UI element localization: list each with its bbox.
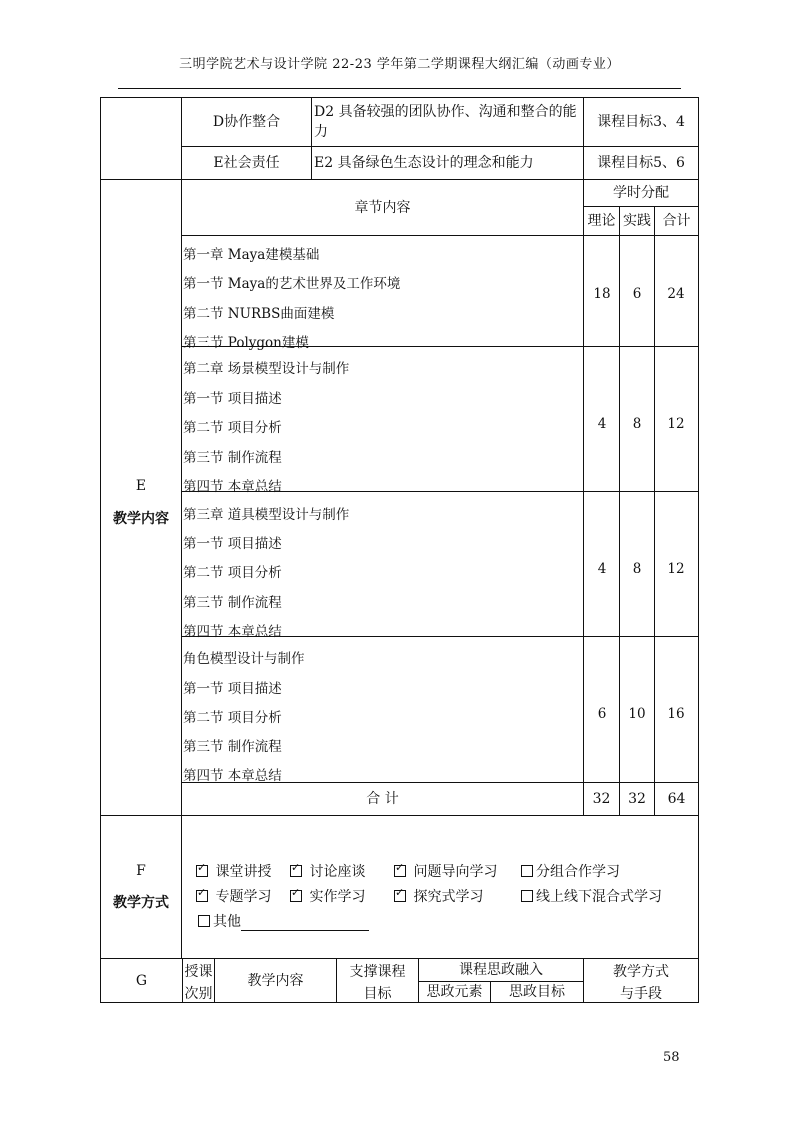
chapter-line: 第四节 本章总结	[183, 768, 282, 784]
method-option[interactable]: ✓ 探究式学习	[394, 886, 483, 906]
checkbox-empty-icon[interactable]	[521, 890, 533, 902]
section-letter: G	[135, 972, 148, 989]
hours-practice: 10	[628, 706, 646, 722]
checkbox-checked-icon[interactable]	[196, 890, 208, 902]
border	[100, 815, 699, 816]
column-header-hours: 学时分配	[613, 185, 669, 201]
chapter-line: 第二章 场景模型设计与制作	[183, 361, 350, 377]
column-header-goal: 支撑课程	[349, 964, 406, 980]
column-header-total: 合计	[662, 213, 691, 229]
chapter-line: 角色模型设计与制作	[183, 651, 305, 667]
hours-theory: 4	[597, 416, 607, 432]
method-option[interactable]: ✓ 课堂讲授	[196, 861, 271, 881]
goal-name: E社会责任	[213, 155, 280, 171]
section-title: 教学内容	[113, 511, 169, 527]
chapter-line: 第一节 项目描述	[183, 681, 282, 697]
chapter-line: 第三节 制作流程	[183, 739, 282, 755]
goal-desc: D2 具备较强的团队协作、沟通和整合的能力	[314, 104, 577, 140]
chapter-line: 第一节 项目描述	[183, 536, 282, 552]
hours-practice: 6	[632, 286, 642, 302]
checkbox-checked-icon[interactable]	[196, 865, 208, 877]
column-header-chapter: 章节内容	[354, 199, 411, 216]
chapter-line: 第二节 项目分析	[183, 420, 282, 436]
page-header: 三明学院艺术与设计学院 22-23 学年第二学期课程大纲汇编（动画专业）	[179, 57, 620, 72]
method-option[interactable]: ✓ 讨论座谈	[290, 861, 365, 881]
hours-practice: 8	[632, 561, 642, 577]
column-header-session-2: 次别	[184, 986, 213, 1002]
border	[181, 235, 699, 236]
total-theory: 32	[592, 791, 611, 807]
section-letter: F	[136, 863, 146, 879]
header-rule	[118, 88, 681, 89]
column-header-method-2: 与手段	[620, 986, 662, 1002]
column-header-goal-2: 目标	[363, 986, 392, 1002]
hours-total: 12	[667, 416, 685, 432]
method-option[interactable]: ✓ 专题学习	[196, 886, 271, 906]
chapter-line: 第二节 项目分析	[183, 710, 282, 726]
chapter-line: 第二节 NURBS曲面建模	[183, 306, 335, 322]
chapter-line: 第三节 Polygon建模	[183, 335, 309, 351]
hours-total: 12	[667, 561, 685, 577]
checkbox-checked-icon[interactable]	[394, 865, 406, 877]
chapter-line: 第四节 本章总结	[183, 624, 282, 640]
chapter-line: 第一章 Maya建模基础	[183, 247, 320, 263]
chapter-line: 第一节 Maya的艺术世界及工作环境	[183, 276, 401, 292]
checkbox-checked-icon[interactable]	[290, 865, 302, 877]
method-option[interactable]: 线上线下混合式学习	[521, 886, 662, 906]
total-total: 64	[667, 791, 686, 807]
method-option[interactable]: ✓ 问题导向学习	[394, 861, 497, 881]
other-input-line[interactable]	[241, 916, 369, 931]
page-number: 58	[663, 1050, 680, 1065]
checkbox-empty-icon[interactable]	[521, 865, 533, 877]
column-header-ideology: 课程思政融入	[459, 962, 543, 978]
chapter-line: 第四节 本章总结	[183, 479, 282, 495]
column-header-content: 教学内容	[247, 972, 304, 989]
total-practice: 32	[628, 791, 646, 807]
checkbox-checked-icon[interactable]	[290, 890, 302, 902]
checkbox-checked-icon[interactable]	[394, 890, 406, 902]
method-option-other[interactable]: 其他	[198, 911, 369, 931]
hours-theory: 6	[597, 706, 607, 722]
column-header-method: 教学方式	[613, 964, 669, 980]
chapter-line: 第二节 项目分析	[183, 565, 282, 581]
goal-target: 课程目标3、4	[597, 114, 685, 130]
section-title: 教学方式	[113, 895, 169, 911]
column-header-practice: 实践	[623, 213, 651, 229]
column-header-target: 思政目标	[509, 984, 565, 1000]
method-option[interactable]: 分组合作学习	[521, 861, 620, 881]
hours-total: 24	[667, 286, 685, 302]
border	[100, 958, 699, 959]
hours-theory: 18	[593, 286, 611, 302]
goal-target: 课程目标5、6	[597, 155, 685, 171]
column-header-theory: 理论	[587, 213, 616, 229]
method-option[interactable]: ✓ 实作学习	[290, 886, 365, 906]
chapter-line: 第三节 制作流程	[183, 450, 282, 466]
checkbox-empty-icon[interactable]	[198, 915, 210, 927]
hours-theory: 4	[597, 561, 607, 577]
column-header-elements: 思政元素	[426, 984, 483, 1000]
section-letter: E	[135, 478, 147, 494]
chapter-line: 第一节 项目描述	[183, 391, 282, 407]
hours-practice: 8	[632, 416, 642, 432]
total-label: 合 计	[366, 791, 399, 807]
goal-name: D协作整合	[212, 114, 281, 130]
border	[698, 97, 699, 1003]
chapter-line: 第三章 道具模型设计与制作	[183, 507, 350, 523]
hours-total: 16	[667, 706, 685, 722]
chapter-line: 第三节 制作流程	[183, 595, 282, 611]
border	[311, 97, 312, 180]
goal-desc: E2 具备绿色生态设计的理念和能力	[314, 155, 534, 171]
column-header-session: 授课	[184, 964, 213, 980]
